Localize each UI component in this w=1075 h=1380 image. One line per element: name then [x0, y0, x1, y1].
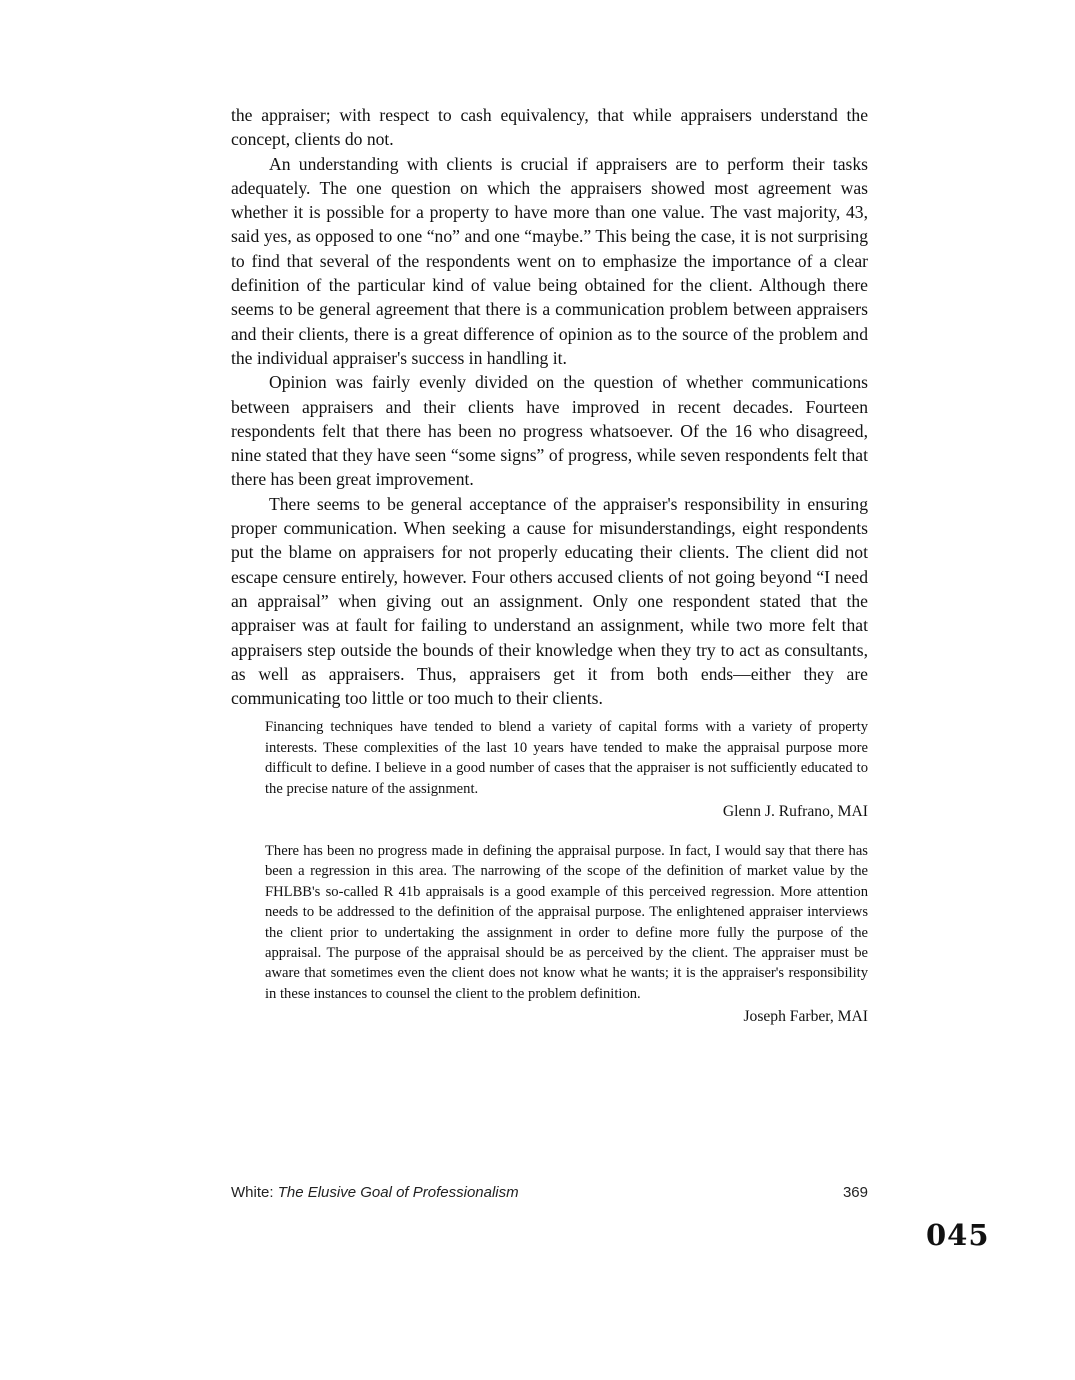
- page-body: [231, 103, 868, 1028]
- archive-stamp-number: 045: [926, 1218, 990, 1252]
- block-quote-1: [265, 717, 868, 823]
- quote-attribution: Glenn J. Rufrano, MAI: [722, 803, 868, 821]
- quote-attribution: Joseph Farber, MAI: [743, 1008, 868, 1026]
- body-paragraph-3: Opinion was fairly evenly divided on the question of whether communications between appraisers and their clients have improved in recent decades. Fourteen respondents felt that there has been no progress whatsoever. Of the 16 who disagreed, nine stated that they have seen “some signs” of progress, while seven respondents felt that there has been great improvement.: [231, 372, 868, 490]
- quote-text: Financing techniques have tended to blend a variety of capital forms with a variety of property interests. These complexities of the last 10 years have tended to make the appraisal purpose more difficult to define. I believe in a good number of cases that the appraiser is not sufficiently educated to the precise nature of the assignment.: [265, 719, 868, 797]
- footer-author: White:: [231, 1184, 274, 1201]
- body-paragraph-1: the appraiser; with respect to cash equivalency, that while appraisers understand the concept, clients do not.: [231, 105, 868, 150]
- body-paragraph-2: An understanding with clients is crucial if appraisers are to perform their tasks adequately. The one question on which the appraisers showed most agreement was whether it is possible for a property to have more than one value. The vast majority, 43, said yes, as opposed to one “no” and one “maybe.” This being the case, it is not surprising to find that several of the respondents went on to emphasize the importance of a clear definition of the particular kind of value being obtained for the client. Although there seems to be general agreement that there is a communication problem between appraisers and their clients, there is a great difference of opinion as to the source of the problem and the individual appraiser's success in handling it.: [231, 153, 868, 368]
- footer-citation: [231, 1184, 519, 1201]
- quote-text: There has been no progress made in defining the appraisal purpose. In fact, I would say that there has been a regression in this area. The narrowing of the scope of the definition of market value by the FHLBB's so-called R 41b appraisals is a good example of this perceived regression. More attention needs to be addressed to the definition of the appraisal purpose. The enlightened appraiser interviews the client prior to undertaking the assignment in order to define more fully the purpose of the appraisal. The purpose of the appraisal should be as perceived by the client. The appraiser must be aware that sometimes even the client does not know what he wants; it is the appraiser's responsibility in these instances to counsel the client to the problem definition.: [265, 843, 868, 1002]
- block-quote-2: [265, 841, 868, 1028]
- body-paragraph-4: There seems to be general acceptance of the appraiser's responsibility in ensuring proper communication. When seeking a cause for misunderstandings, eight respondents put the blame on appraisers for not properly educating their clients. The client did not escape censure entirely, however. Four others accused clients of not going beyond “I need an appraisal” when giving out an assignment. Only one respondent stated that the appraiser was at fault for failing to understand an assignment, while two more felt that appraisers step outside the bounds of their knowledge when they try to act as consultants, as well as appraisers. Thus, appraisers get it from both ends—either they are communicating too little or too much to their clients.: [231, 493, 868, 709]
- page-number: 369: [842, 1184, 868, 1201]
- footer-title: The Elusive Goal of Professionalism: [277, 1184, 519, 1201]
